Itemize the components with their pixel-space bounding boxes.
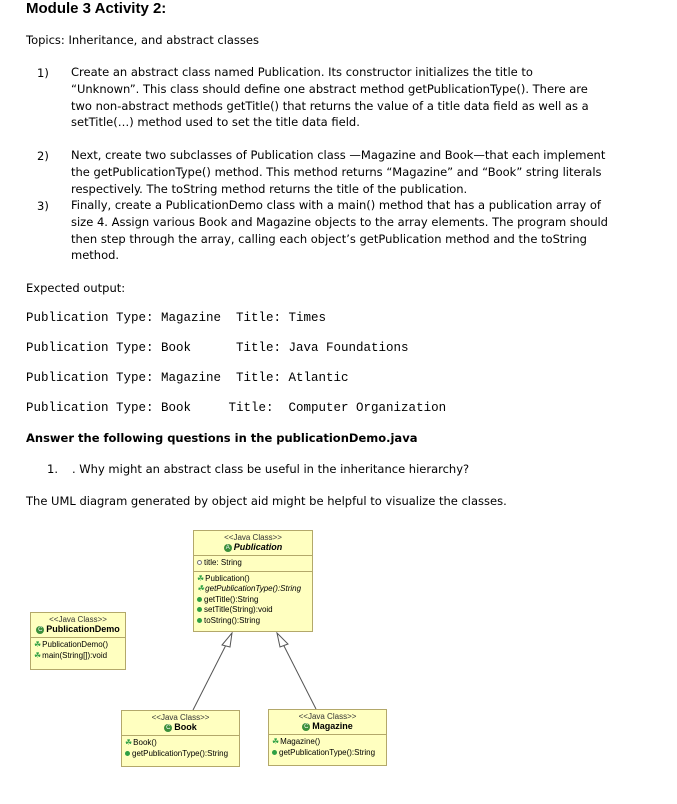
uml-publication-method-4: setTitle(String):void <box>204 605 273 614</box>
output-line-3: Publication Type: Magazine Title: Atlantic <box>26 371 349 385</box>
question-number: 1. <box>47 462 58 476</box>
expected-output-label: Expected output: <box>26 281 126 295</box>
uml-demo-method-2: main(String[]):void <box>42 650 108 660</box>
uml-magazine-header <box>269 710 386 735</box>
uml-publication-method-1: Publication() <box>205 573 250 583</box>
item-2-line-2: the getPublicationType() method. This method returns “Magazine” and “Book” string literals <box>71 164 602 179</box>
answer-heading: Answer the following questions in the publicationDemo.java <box>26 431 418 445</box>
item-3-line-2: size 4. Assign various Book and Magazine objects to the array elements. The program should <box>71 214 608 229</box>
question-text: . Why might an abstract class be useful in the inheritance hierarchy? <box>72 462 470 476</box>
uml-class-magazine <box>268 709 387 766</box>
private-field-icon <box>197 560 202 565</box>
uml-demo-methods <box>31 638 125 663</box>
constructor-icon: ☘ <box>34 640 42 649</box>
static-method-icon: ☘ <box>34 650 42 660</box>
public-method-icon <box>125 751 130 756</box>
uml-class-publication <box>193 530 313 632</box>
topics-line: Topics: Inheritance, and abstract classes <box>26 33 259 47</box>
uml-note: The UML diagram generated by object aid might be helpful to visualize the classes. <box>26 494 507 508</box>
uml-magazine-method-1: Magazine() <box>280 737 321 746</box>
item-1-line-1: Create an abstract class named Publication. Its constructor initializes the title to <box>71 65 533 79</box>
uml-book-stereotype: <<Java Class>> <box>151 713 210 722</box>
item-3-line-1: Finally, create a PublicationDemo class with a main() method that has a publication array of <box>71 198 601 212</box>
uml-class-book <box>121 710 240 767</box>
item-2-line-3: respectively. The toString method returns the title of the publication. <box>71 181 468 196</box>
book-inheritance-line <box>193 643 227 710</box>
public-method-icon <box>197 607 202 612</box>
item-3-number: 3) <box>37 199 49 213</box>
uml-magazine-name: Magazine <box>312 721 353 731</box>
magazine-inheritance-arrow <box>277 633 288 647</box>
book-inheritance-arrow <box>222 633 232 647</box>
constructor-icon: ☘ <box>125 738 133 747</box>
item-3-line-4: method. <box>71 248 120 263</box>
uml-book-methods <box>122 736 239 761</box>
page-title: Module 3 Activity 2: <box>26 0 167 17</box>
uml-demo-method-1: PublicationDemo() <box>42 640 108 649</box>
uml-demo-stereotype: <<Java Class>> <box>49 615 107 624</box>
public-method-icon <box>197 618 202 623</box>
uml-publication-header <box>194 531 312 556</box>
abstract-method-icon: ☘ <box>197 584 205 593</box>
uml-publication-methods <box>194 572 312 629</box>
item-3-line-3: then step through the array, calling each object’s getPublication method and the toString <box>71 231 587 246</box>
uml-publication-stereotype: <<Java Class>> <box>224 533 282 542</box>
abstract-class-icon: A <box>225 544 230 551</box>
uml-class-publicationdemo <box>30 612 126 670</box>
uml-book-header <box>122 711 239 736</box>
uml-book-method-2: getPublicationType():String <box>132 748 229 758</box>
public-method-icon <box>272 750 277 755</box>
item-2-line-1: Next, create two subclasses of Publication class —Magazine and Book—that each implement <box>71 148 606 162</box>
item-1-line-4: setTitle(…) method used to set the title data field. <box>71 115 360 130</box>
class-icon: C <box>38 626 43 633</box>
constructor-icon: ☘ <box>272 737 280 746</box>
uml-demo-name: PublicationDemo <box>46 624 120 634</box>
uml-publication-name: Publication <box>233 542 283 552</box>
item-1-number: 1) <box>37 66 49 80</box>
constructor-icon: ☘ <box>197 573 205 583</box>
item-1-line-2: “Unknown”. This class should define one abstract method getPublicationType(). There are <box>71 81 588 96</box>
uml-book-method-1: Book() <box>133 738 157 747</box>
magazine-inheritance-line <box>283 644 316 709</box>
output-line-2: Publication Type: Book Title: Java Foundations <box>26 341 409 355</box>
item-1-line-3: two non-abstract methods getTitle() that returns the value of a title data field as well as a <box>71 98 589 113</box>
uml-magazine-stereotype: <<Java Class>> <box>298 712 357 721</box>
class-icon: C <box>166 724 171 731</box>
uml-magazine-method-2: getPublicationType():String <box>279 747 376 757</box>
uml-book-name: Book <box>174 722 197 732</box>
uml-publication-field-title: title: String <box>204 558 242 567</box>
output-line-4: Publication Type: Book Title: Computer Organization <box>26 401 447 415</box>
uml-publication-fields <box>194 556 312 572</box>
uml-magazine-methods <box>269 735 386 760</box>
item-2-number: 2) <box>37 149 49 163</box>
class-icon: C <box>304 723 309 730</box>
output-line-1: Publication Type: Magazine Title: Times <box>26 311 327 325</box>
uml-publication-method-2: getPublicationType():String <box>205 584 302 593</box>
uml-demo-header <box>31 613 125 638</box>
public-method-icon <box>197 597 202 602</box>
uml-publication-method-3: getTitle():String <box>204 594 259 604</box>
uml-publication-method-5: toString():String <box>204 615 261 625</box>
